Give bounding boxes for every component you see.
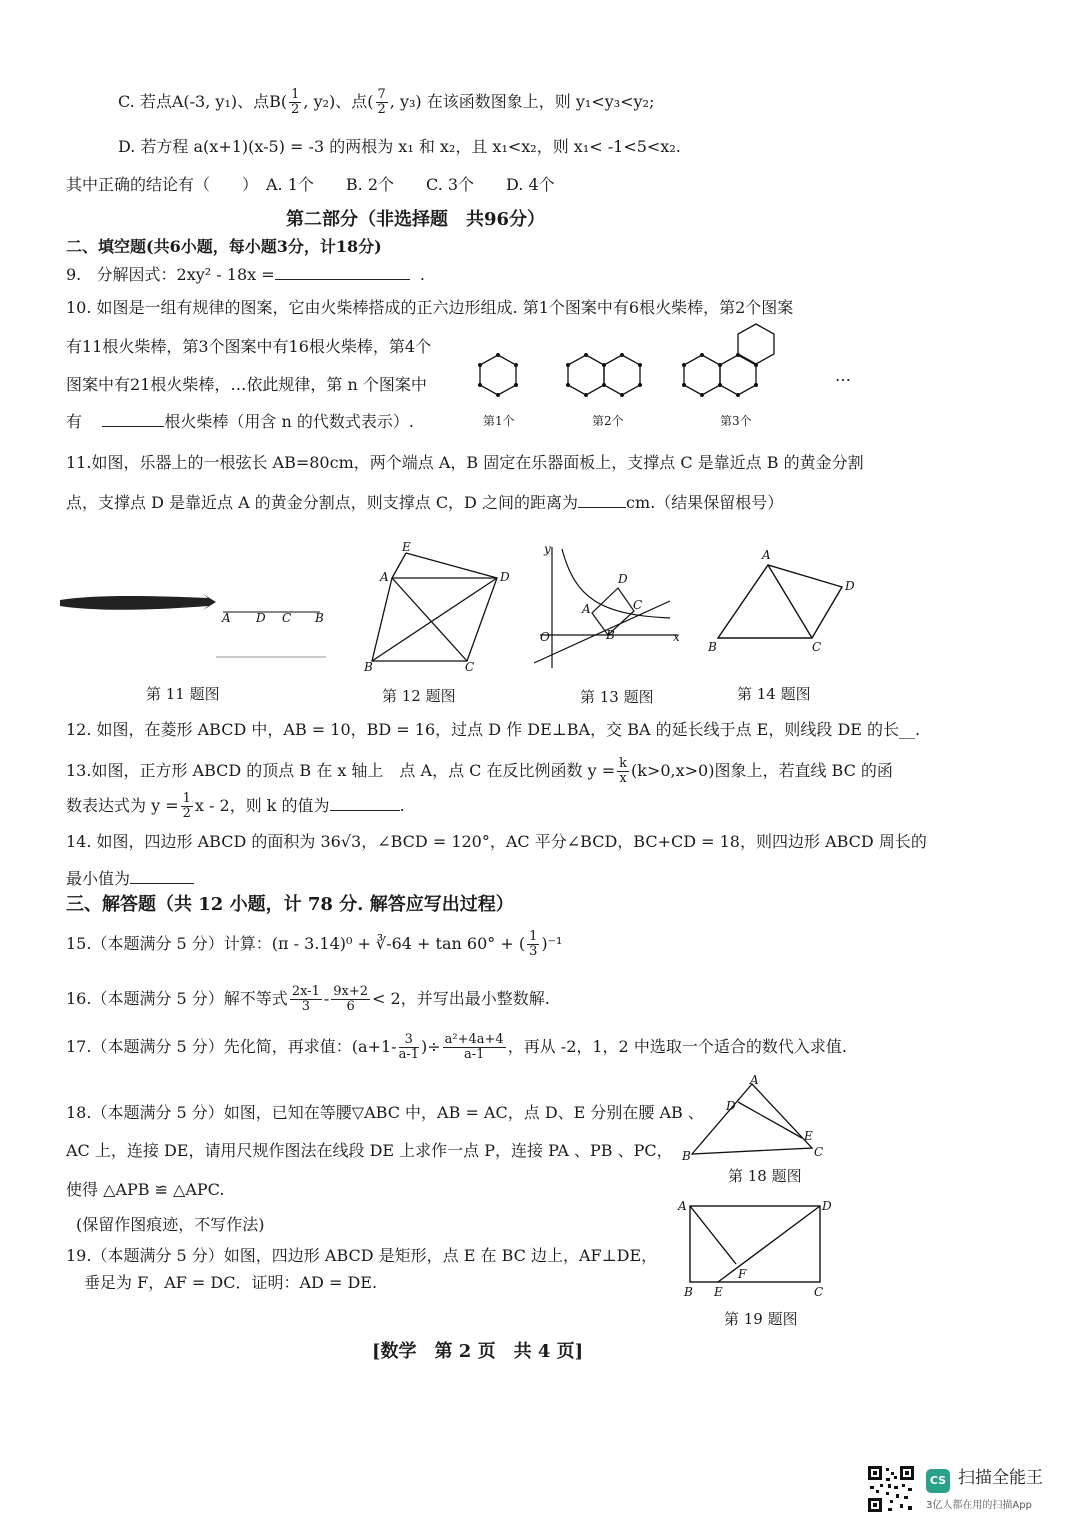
svg-text:B: B	[315, 611, 324, 625]
question-10-line4: 有 根火柴棒（用含 n 的代数式表示）.	[66, 412, 414, 431]
question-10-line1: 10. 如图是一组有规律的图案，它由火柴棒搭成的正六边形组成. 第1个图案中有6根火柴棒，第2个图案	[66, 298, 794, 317]
question-9: 9. 分解因式：2xy² - 18x = .	[66, 265, 425, 284]
question-19-line2: 垂足为 F，AF = DC．证明：AD = DE.	[84, 1273, 378, 1292]
svg-text:C: C	[814, 1285, 824, 1299]
svg-text:E: E	[804, 1129, 813, 1143]
fraction: $\frac{2x-1}{3}$	[291, 984, 320, 1014]
pattern-ellipsis: …	[835, 366, 851, 385]
question-13-line2: 数表达式为 y = $\frac{1}{2}$ x - 2，则 k 的值为 .	[66, 791, 405, 821]
svg-text:C: C	[812, 640, 822, 654]
part2-title: 第二部分（非选择题 共96分）	[286, 209, 546, 230]
page-footer: [数学 第 2 页 共 4 页]	[372, 1341, 584, 1362]
caption-figure-12: 第 12 题图	[382, 687, 456, 705]
conclusion-line: 其中正确的结论有（ ） A. 1个 B. 2个 C. 3个 D. 4个	[66, 175, 555, 194]
svg-text:y: y	[544, 542, 551, 556]
figure-14-quadrilateral	[702, 545, 862, 655]
question-14-line2: 最小值为	[66, 869, 194, 889]
svg-text:A: A	[762, 548, 771, 562]
scanner-name: 扫描全能王	[958, 1468, 1043, 1488]
question-11-line2: 点，支撑点 D 是靠近点 A 的黄金分割点，则支撑点 C，D 之间的距离为 cm.（结果保留根号）	[66, 493, 784, 512]
fraction: $\frac{\text{a²+4a+4}}{a-1}$	[444, 1032, 504, 1062]
question-10-line2: 有11根火柴棒，第3个图案中有16根火柴棒，第4个	[66, 337, 432, 356]
svg-text:D: D	[256, 611, 266, 625]
svg-text:E: E	[714, 1285, 723, 1299]
question-14-line1: 14. 如图，四边形 ABCD 的面积为 36√3，∠BCD = 120°，AC 平分∠BCD，BC+CD = 18，则四边形 ABCD 周长的	[66, 832, 927, 851]
svg-text:A: A	[750, 1073, 759, 1087]
fraction: $\frac{7}{2}$	[377, 87, 386, 117]
pattern-caption-1: 第1个	[483, 414, 515, 428]
answer-blank	[130, 869, 194, 884]
svg-text:E: E	[402, 540, 411, 554]
question-18-line3: 使得 △APB ≌ △APC.	[66, 1180, 225, 1199]
fraction: $\frac{k}{x}$	[619, 756, 627, 786]
svg-text:D: D	[500, 570, 510, 584]
fraction: $\frac{1}{2}$	[182, 791, 191, 821]
svg-text:x: x	[673, 630, 680, 644]
figure-19-rectangle	[676, 1196, 836, 1306]
svg-text:F: F	[738, 1267, 747, 1281]
question-19-line1: 19.（本题满分 5 分）如图，四边形 ABCD 是矩形，点 E 在 BC 边上，AF⊥DE，	[66, 1246, 658, 1265]
svg-text:C: C	[465, 660, 475, 674]
answer-blank	[275, 265, 410, 280]
caption-figure-11: 第 11 题图	[146, 685, 220, 703]
scanner-logo-icon: CS	[926, 1469, 950, 1493]
svg-text:C: C	[282, 611, 292, 625]
fraction: $\frac{1}{2}$	[291, 87, 300, 117]
figure-13-coordinate	[530, 543, 685, 673]
caption-figure-19: 第 19 题图	[724, 1310, 798, 1328]
svg-text:B: B	[684, 1285, 693, 1299]
svg-text:A: A	[582, 602, 591, 616]
pattern-caption-3: 第3个	[720, 414, 752, 428]
svg-text:C: C	[814, 1145, 824, 1159]
hexagon-pattern-figure	[470, 350, 800, 410]
figure-18-triangle	[680, 1073, 830, 1163]
svg-text:A: A	[380, 570, 389, 584]
svg-text:D: D	[822, 1199, 832, 1213]
svg-text:B: B	[606, 628, 615, 642]
question-16: 16.（本题满分 5 分）解不等式 $\frac{2x-1}{3}$ - $\frac{9x+2}{6}$ < 2，并写出最小整数解.	[66, 984, 550, 1014]
question-12: 12. 如图，在菱形 ABCD 中，AB = 10，BD = 16，过点 D 作 DE⊥BA，交 BA 的延长线于点 E，则线段 DE 的长__.	[66, 720, 921, 739]
svg-text:B: B	[364, 660, 373, 674]
option-c-text: C. 若点A(-3, y₁)、点B(	[118, 92, 288, 111]
svg-text:B: B	[682, 1149, 691, 1163]
option-c: C. 若点A(-3, y₁)、点B( $\frac{1}{2}$ , y₂)、点( $\frac{7}{2}$ , y₃) 在该函数图象上，则 y₁<y₃<y₂;	[118, 87, 655, 117]
question-15: 15.（本题满分 5 分）计算：(π - 3.14)⁰ + ∛-64 + tan 60° + ( $\frac{1}{3}$ )⁻¹	[66, 929, 563, 959]
question-11-line1: 11.如图，乐器上的一根弦长 AB=80cm，两个端点 A，B 固定在乐器面板上，支撑点 C 是靠近点 B 的黄金分割	[66, 453, 864, 472]
question-18-line1: 18.（本题满分 5 分）如图，已知在等腰▽ABC 中，AB = AC，点 D、E 分别在腰 AB 、	[66, 1103, 704, 1122]
caption-figure-13: 第 13 题图	[580, 688, 654, 706]
question-13-line1: 13.如图，正方形 ABCD 的顶点 B 在 x 轴上 点 A，点 C 在反比例函数 y = $\frac{k}{x}$ (k>0,x>0)图象上，若直线 BC 的函	[66, 756, 893, 786]
section3-title: 三、解答题（共 12 小题，计 78 分. 解答应写出过程）	[66, 894, 514, 915]
qr-code-icon	[866, 1464, 916, 1514]
svg-text:A: A	[222, 611, 231, 625]
option-d: D. 若方程 a(x+1)(x-5) = -3 的两根为 x₁ 和 x₂，且 x₁<x₂，则 x₁< -1<5<x₂.	[118, 137, 681, 156]
svg-text:C: C	[633, 598, 643, 612]
pattern-caption-2: 第2个	[592, 414, 624, 428]
svg-text:D: D	[726, 1099, 736, 1113]
question-10-line3: 图案中有21根火柴棒，…依此规律，第 n 个图案中	[66, 375, 427, 394]
caption-figure-18: 第 18 题图	[728, 1167, 802, 1185]
svg-text:B: B	[708, 640, 717, 654]
svg-text:D: D	[845, 579, 855, 593]
svg-text:D: D	[618, 572, 628, 586]
caption-figure-14: 第 14 题图	[737, 685, 811, 703]
figure-12-rhombus	[362, 540, 512, 674]
fraction: $\frac{3}{a-1}$	[398, 1032, 419, 1062]
svg-text:O: O	[540, 630, 550, 644]
section2-title: 二、填空题(共6小题，每小题3分，计18分)	[66, 237, 382, 256]
answer-blank	[102, 412, 164, 427]
scanner-tagline: 3亿人都在用的扫描App	[926, 1500, 1032, 1511]
question-18-line2: AC 上，连接 DE，请用尺规作图法在线段 DE 上求作一点 P，连接 PA 、PB 、PC，	[66, 1141, 673, 1160]
fraction: $\frac{9x+2}{6}$	[333, 984, 369, 1014]
answer-blank	[330, 796, 400, 811]
fraction: $\frac{1}{3}$	[529, 929, 538, 959]
question-18-line4: (保留作图痕迹，不写作法)	[76, 1215, 265, 1234]
question-17: 17.（本题满分 5 分）先化简，再求值：(a+1- $\frac{3}{a-1}$ )÷ $\frac{\text{a²+4a+4}}{a-1}$ ，再从 -2，1，2 中选取一个适合的数代入求值.	[66, 1032, 847, 1062]
svg-text:A: A	[678, 1199, 687, 1213]
answer-blank	[578, 493, 626, 508]
figure-11-instrument	[58, 592, 328, 667]
